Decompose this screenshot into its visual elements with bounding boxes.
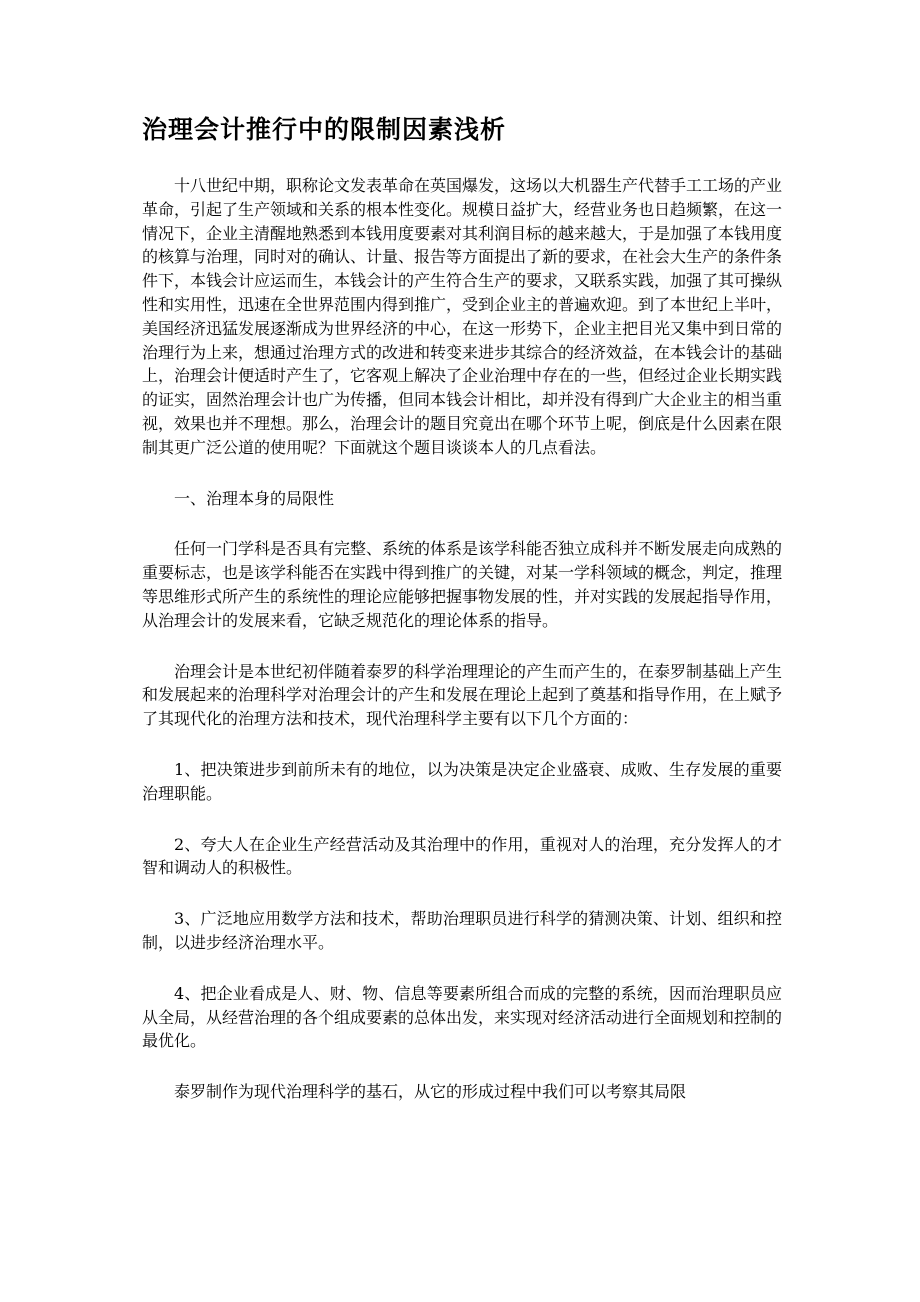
body-paragraph: 治理会计是本世纪初伴随着泰罗的科学治理理论的产生而产生的，在泰罗制基础上产生和发展起来的治理科学对治理会计的产生和发展在理论上起到了奠基和指导作用，在上赋予了其现代化的治理方法和技术，现代治理科学主要有以下几个方面的： xyxy=(142,661,783,729)
list-item-1: 1、把决策进步到前所未有的地位，以为决策是决定企业盛衰、成败、生存发展的重要治理职能。 xyxy=(142,759,782,803)
list-item-2: 2、夸大人在企业生产经营活动及其治理中的作用，重视对人的治理，充分发挥人的才智和调动人的积极性。 xyxy=(142,834,782,878)
list-item-4: 4、把企业看成是人、财、物、信息等要素所组合而成的完整的系统，因而治理职员应从全局，从经营治理的各个组成要素的总体出发，来实现对经济活动进行全面规划和控制的最优化。 xyxy=(142,983,783,1051)
document-title: 治理会计推行中的限制因素浅析 xyxy=(142,115,507,144)
intro-paragraph: 十八世纪中期，职称论文发表革命在英国爆发，这场以大机器生产代替手工工场的产业革命，引起了生产领域和关系的根本性变化。规模日益扩大，经营业务也日趋频繁，在这一情况下，企业主清醒地熟悉到本钱用度要素对其利润目标的越来越大，于是加强了本钱用度的核算与治理，同时对的确认、计量、报告等方面提出了新的要求，在社会大生产的条件条件下，本钱会计应运而生，本钱会计的产生符合生产的要求，又联系实践，加强了其可操纵性和实用性，迅速在全世界范围内得到推广，受到企业主的普遍欢迎。到了本世纪上半叶，美国经济迅猛发展逐渐成为世界经济的中心，在这一形势下，企业主把目光又集中到日常的治理行为上来，想通过治理方式的改进和转变来进步其综合的经济效益，在本钱会计的基础上，治理会计便适时产生了，它客观上解决了企业治理中存在的一些，但经过企业长期实践的证实，固然治理会计也广为传播，但同本钱会计相比，却并没有得到广大企业主的相当重视，效果也并不理想。那么，治理会计的题目究竟出在哪个环节上呢，倒底是什么因素在限制其更广泛公道的使用呢？下面就这个题目谈谈本人的几点看法。 xyxy=(142,176,783,457)
list-item-3: 3、广泛地应用数学方法和技术，帮助治理职员进行科学的猜测决策、计划、组织和控制，以进步经济治理水平。 xyxy=(142,909,782,952)
section-heading: 一、治理本身的局限性 xyxy=(174,488,335,508)
document-page xyxy=(142,112,782,1131)
body-paragraph: 泰罗制作为现代治理科学的基石，从它的形成过程中我们可以考察其局限 xyxy=(174,1082,687,1102)
body-paragraph: 任何一门学科是否具有完整、系统的体系是该学科能否独立成科并不断发展走向成熟的重要标志，也是该学科能否在实践中得到推广的关键，对某一学科领域的概念，判定，推理等思维形式所产生的系统性的理论应能够把握事物发展的性，并对实践的发展起指导作用，从治理会计的发展来看，它缺乏规范化的理论体系的指导。 xyxy=(142,539,783,630)
